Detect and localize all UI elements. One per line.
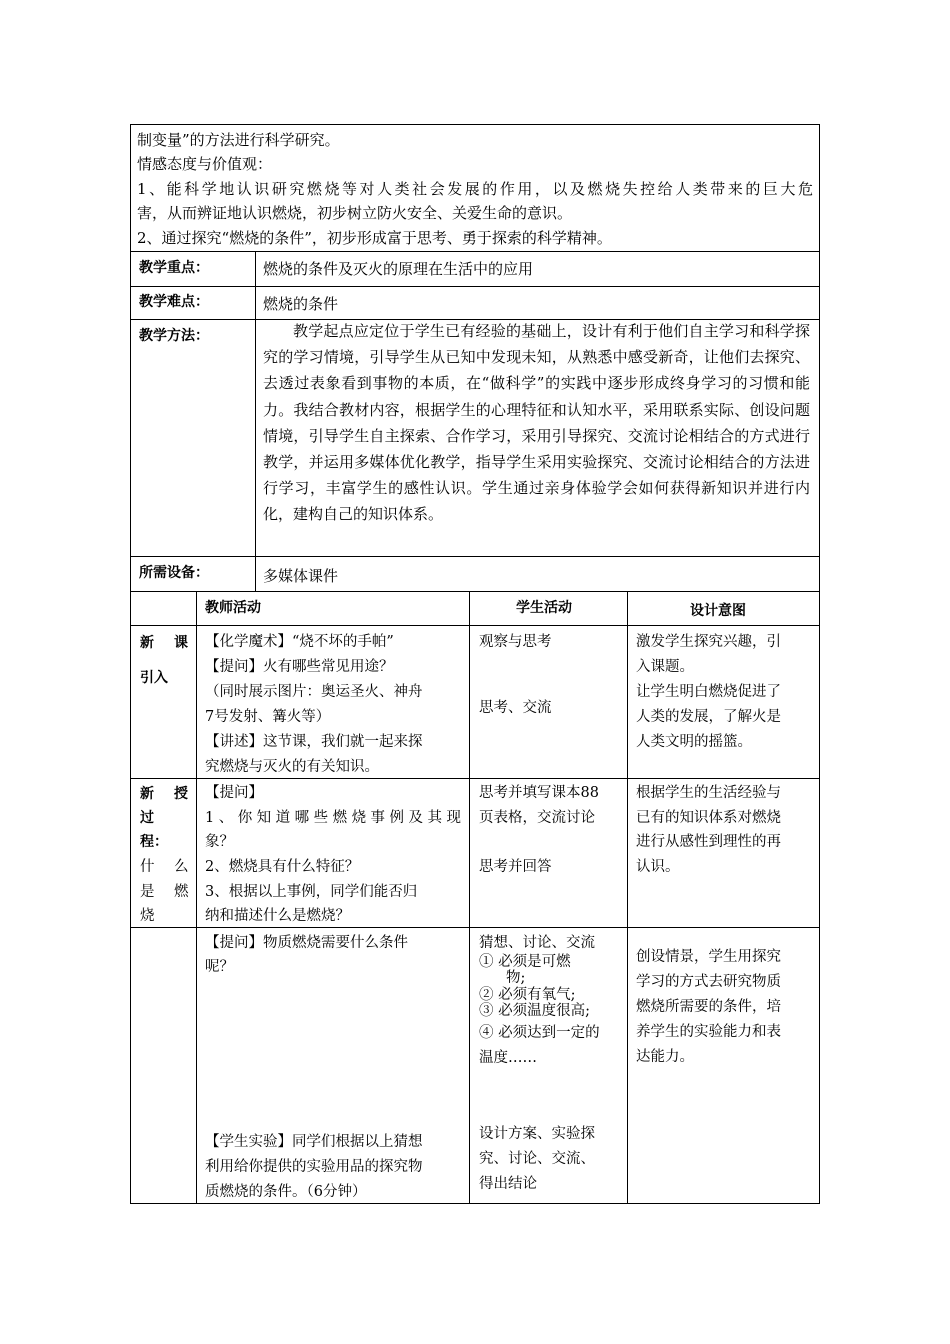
guess-item: ③ 必须温度很高;	[479, 1003, 590, 1019]
row-divider	[130, 556, 820, 557]
key-point-label: 教学重点：	[139, 260, 209, 276]
teacher-activity-line: 利用给你提供的实验用品的探究物	[205, 1159, 423, 1175]
teacher-activity-line: 【讲述】这节课，我们就一起来探	[205, 734, 423, 750]
equipment-value: 多媒体课件	[263, 567, 339, 585]
design-intent-line: 养学生的实验能力和表	[636, 1024, 781, 1040]
design-intent-line: 让学生明白燃烧促进了	[636, 684, 781, 700]
student-activity-line: 页表格，交流讨论	[479, 810, 595, 826]
design-intent-line: 人类的发展，了解火是	[636, 709, 781, 725]
teacher-activity-line: 2、燃烧具有什么特征？	[205, 859, 360, 875]
attitude-item-1a: 1、能科学地认识研究燃烧等对人类社会发展的作用，以及燃烧失控给人类带来的巨大危	[137, 180, 813, 198]
student-activity-line: 得出结论	[479, 1176, 537, 1192]
attitude-item-1b: 害，从而辨证地认识燃烧，初步树立防火安全、关爱生命的意识。	[137, 204, 573, 222]
teacher-activity-line: 【提问】火有哪些常见用途？	[205, 659, 394, 675]
stage-label: 授	[174, 786, 188, 802]
design-intent-line: 根据学生的生活经验与	[636, 785, 781, 801]
teacher-activity-line: 1、你知道哪些燃烧事例及其现	[205, 810, 461, 826]
student-activity-header: 学生活动	[516, 600, 572, 616]
design-intent-line: 燃烧所需要的条件，培	[636, 999, 781, 1015]
design-intent-line: 认识。	[636, 859, 680, 875]
teacher-activity-line: 质燃烧的条件。（6分钟）	[205, 1184, 367, 1200]
col-divider	[469, 591, 470, 1204]
stage-label: 烧	[140, 908, 155, 924]
row-divider	[130, 286, 820, 287]
teacher-activity-line: 3、根据以上事例，同学们能否归	[205, 884, 418, 900]
stage-label: 么	[174, 859, 189, 875]
method-value: 教学起点应定位于学生已有经验的基础上，设计有利于他们自主学习和科学探究的学习情境，引导学生从已知中发现未知，从熟悉中感受新奇，让他们去探究、去透过表象看到事物的本质，在“做科学”的实践中逐步形成终身学习的习惯和能力。我结合教材内容，根据学生的心理特征和认知水平，采用联系实际、创设问题情境，引导学生自主探索、合作学习，采用引导探究、交流讨论相结合的方式进行教学，并运用多媒体优化教学，指导学生采用实验探究、交流讨论相结合的方法进行学习，丰富学生的感性认识。学生通过亲身体验学会如何获得新知识并进行内化，建构自己的知识体系。	[263, 322, 810, 524]
design-intent-line: 人类文明的摇篮。	[636, 734, 752, 750]
stage-label: 过	[140, 810, 154, 826]
design-intent-header: 设计意图	[690, 603, 746, 619]
teacher-activity-line: 7号发射、篝火等）	[205, 709, 331, 725]
student-activity-line: 设计方案、实验探	[479, 1126, 595, 1142]
teacher-activity-line: 【提问】物质燃烧需要什么条件	[205, 935, 408, 951]
design-intent-line: 已有的知识体系对燃烧	[636, 810, 781, 826]
design-intent-line: 进行从感性到理性的再	[636, 834, 781, 850]
student-activity-line: 究、讨论、交流、	[479, 1151, 595, 1167]
attitude-heading: 情感态度与价值观：	[137, 155, 273, 173]
design-intent-line: 入课题。	[636, 659, 694, 675]
stage-label: 新	[140, 635, 154, 651]
method-label: 教学方法：	[139, 328, 209, 344]
guess-item: 温度……	[479, 1050, 537, 1066]
guess-item: ④ 必须达到一定的	[479, 1025, 600, 1041]
design-intent-line: 创设情景，学生用探究	[636, 949, 781, 965]
teacher-activity-line: 呢？	[205, 959, 234, 975]
row-divider	[130, 591, 820, 592]
teacher-activity-header: 教师活动	[205, 600, 261, 616]
stage-label: 是	[140, 884, 155, 900]
equipment-label: 所需设备：	[139, 565, 209, 581]
stage-label: 引入	[140, 670, 168, 686]
col-divider	[196, 591, 197, 1204]
teacher-activity-line: 【化学魔术】“烧不坏的手帕”	[205, 634, 394, 650]
row-divider	[130, 251, 820, 252]
student-activity-line: 思考并填写课本88	[479, 785, 599, 801]
teacher-activity-line: 【学生实验】同学们根据以上猜想	[205, 1134, 423, 1150]
guess-item: 物;	[506, 970, 526, 986]
stage-label: 新	[140, 786, 154, 802]
teacher-activity-line: 纳和描述什么是燃烧？	[205, 908, 350, 924]
student-activity-line: 思考并回答	[479, 859, 552, 875]
key-point-value: 燃烧的条件及灭火的原理在生活中的应用	[263, 260, 534, 278]
student-activity-line: 思考、交流	[479, 700, 552, 716]
design-intent-line: 激发学生探究兴趣，引	[636, 634, 781, 650]
stage-label: 课	[174, 635, 188, 651]
attitude-item-2: 2、通过探究“燃烧的条件”，初步形成富于思考、勇于探索的科学精神。	[137, 229, 612, 247]
teacher-activity-line: 【提问】	[205, 785, 263, 801]
difficulty-label: 教学难点：	[139, 294, 209, 310]
student-activity-line: 观察与思考	[479, 634, 552, 650]
teacher-activity-line: （同时展示图片：奥运圣火、神舟	[205, 684, 423, 700]
stage-label: 燃	[174, 884, 189, 900]
teacher-activity-line: 究燃烧与灭火的有关知识。	[205, 759, 379, 775]
guess-item: ② 必须有氧气;	[479, 987, 576, 1003]
col-divider	[627, 591, 628, 1204]
stage-label: 什	[140, 859, 155, 875]
objective-text: 制变量”的方法进行科学研究。	[137, 131, 340, 149]
guess-item: ① 必须是可燃	[479, 954, 571, 970]
difficulty-value: 燃烧的条件	[263, 295, 339, 313]
stage-label: 程：	[140, 834, 168, 850]
design-intent-line: 达能力。	[636, 1049, 694, 1065]
col-divider	[255, 251, 256, 591]
teacher-activity-line: 象？	[205, 834, 234, 850]
student-activity-line: 猜想、讨论、交流	[479, 935, 595, 951]
design-intent-line: 学习的方式去研究物质	[636, 974, 781, 990]
row-divider	[130, 625, 820, 626]
